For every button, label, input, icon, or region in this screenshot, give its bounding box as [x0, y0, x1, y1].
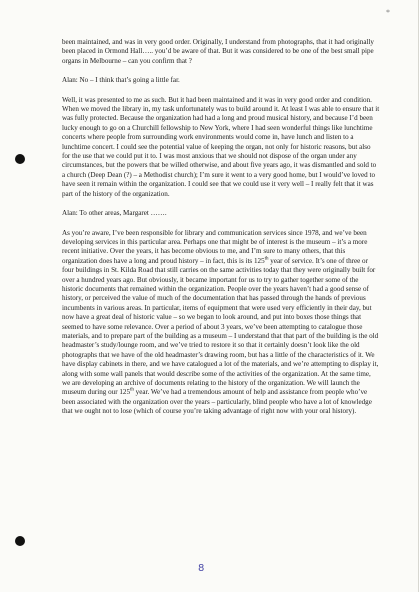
paragraph-museum: As you’re aware, I’ve been responsible for library and communication services since 1978, and we’ve been developing services in this particular area. Perhaps one that might be of interest is the museum – it’s a more recent initiative. Over the years, it has become obvious to me, and I’m sure to many others, that this organization does have a long and proud history – in fact, this is its 125th year of service. It’s one of three or four buildings in St. Kilda Road that still carries on the same activities today that they were originally built for over a hundred years ago. But obviously, it became important for us to try to gather together some of the historic documents that remained within the organization. People over the years haven’t had a good sense of history, or perceived the value of much of the documentation that has passed through the hands of previous incumbents in various areas. In particular, items of equipment that were used very efficiently in their day, but now have a great deal of historic value – so we began to look around, and put into boxes those things that seemed to have some relevance. Over a period of about 3 years, we’ve been attempting to catalogue those materials, and to prepare part of the building as a museum – I understand that that part of the building is the old headmaster’s study/lounge room, and we’ve tried to restore it so that it certainly doesn’t look like the old photographs that we have of the old headmaster’s drawing room, but has a little of the characteristics of it. We have display cabinets in there, and we have catalogued a lot of the materials, and we’re attempting to display it, along with some wall panels that would describe some of the activities of the organization. At the same time, we are developing an archive of documents relating to the history of the organization. We will launch the museum during our 125th year. We’ve had a tremendous amount of help and assistance from people who’ve been associated with the organization over the years – particularly, blind people who have a lot of knowledge that we ought not to lose (which of course you’re taking advantage of right now with your oral history). — [62, 228, 379, 416]
handwritten-page-number: 8 — [198, 563, 205, 574]
paragraph-organ-history: Well, it was presented to me as such. But it had been maintained and it was in very good order and condition. When we moved the library in, my task unfortunately was to build around it. At least I was able to ensure that it was fully protected. Because the organization had had a long and proud musical history, and because I’d been lucky enough to go on a Churchill fellowship to New York, where I had seen wonderful things like lunchtime concerts where people from surrounding work environments would come in, have lunch and listen to a lunchtime concert. I could see the potential value of keeping the organ, not only for historic reasons, but also for the use that we could put it to. I was most anxious that we should not dispose of the organ under any circumstances, but the powers that be willed otherwise, and about five years ago, it was dismantled and sold to a church (Deep Dean (?) – a Methodist church); I’m sure it went to a very good home, but I would’ve loved to have seen it remain within the organization. I could see that we could use it very well – I really felt that it was part of the history of the organization. — [62, 95, 380, 198]
corner-mark: * — [386, 8, 390, 17]
punch-hole-top — [15, 154, 25, 164]
paragraph-organ-maintained: been maintained, and was in very good order. Originally, I understand from photographs, that it had originally been placed in Ormond Hall….. you’d be aware of that. But it was considered to be one of the best small pipe organs in Melbourne – can you confirm that ? — [62, 38, 374, 65]
paragraph-alan-prompt: Alan: To other areas, Margaret ……. — [62, 209, 167, 218]
paragraph-alan-reply: Alan: No – I think that’s going a little far. — [62, 76, 180, 85]
punch-hole-bottom — [15, 536, 25, 546]
transcript-body — [62, 38, 380, 427]
